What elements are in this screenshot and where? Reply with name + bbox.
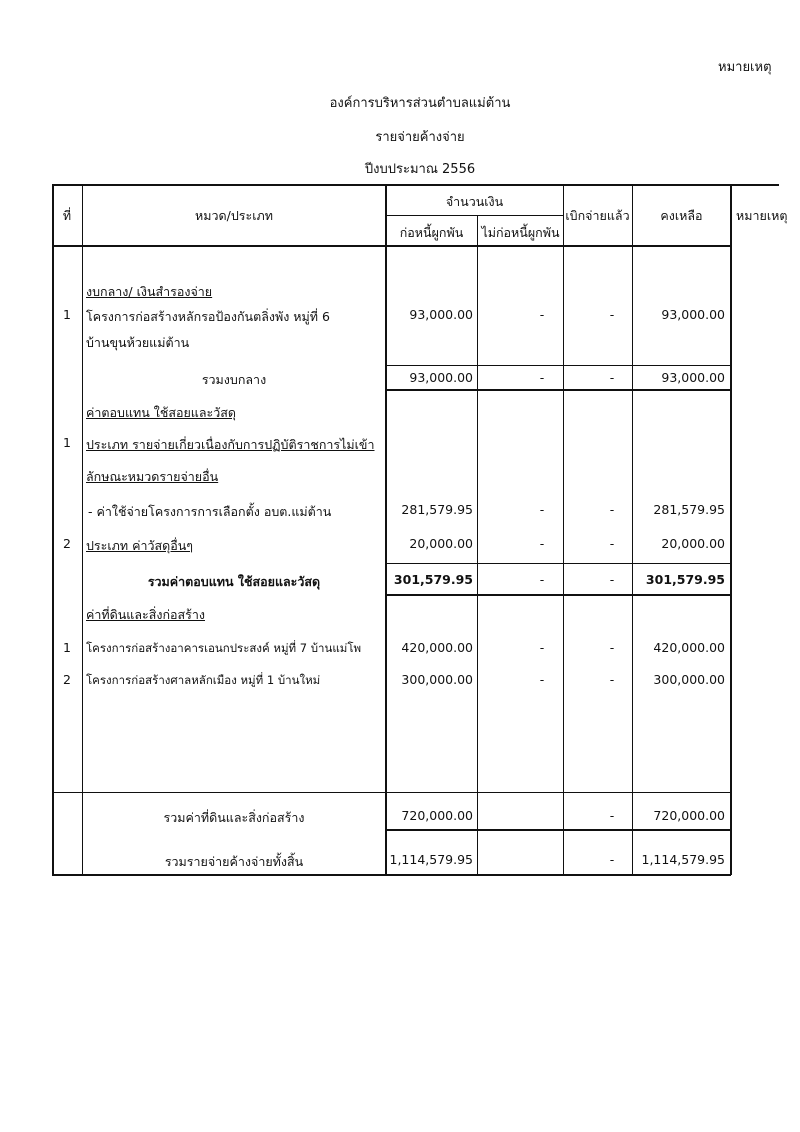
cell-remaining: 20,000.00 (661, 536, 725, 551)
report-title: รายจ่ายค้างจ่าย (375, 130, 465, 145)
cell-uncommitted: - (539, 536, 545, 551)
total-label-land: รวมค่าที่ดินและสิ่งก่อสร้าง (163, 810, 305, 825)
header-uncommitted: ไม่ก่อหนี้ผูกพัน (481, 225, 560, 240)
row-no: 2 (63, 536, 71, 551)
section-title-central: งบกลาง/ เงินสำรองจ่าย (86, 284, 213, 299)
row-no: 1 (63, 640, 71, 655)
grand-total-committed: 1,114,579.95 (389, 852, 473, 867)
cell-disbursed: - (609, 672, 615, 687)
cell-committed: 93,000.00 (409, 307, 473, 322)
row-no: 2 (63, 672, 71, 687)
grand-total-disbursed: - (609, 852, 615, 867)
total-committed: 720,000.00 (401, 808, 473, 823)
org-name: องค์การบริหารส่วนตำบลแม่ต้าน (329, 96, 511, 111)
cell-remaining: 300,000.00 (653, 672, 725, 687)
cell-committed: 281,579.95 (401, 502, 473, 517)
total-uncommitted: - (539, 370, 545, 385)
total-committed: 301,579.95 (393, 572, 473, 587)
section-title-compensation: ค่าตอบแทน ใช้สอยและวัสดุ (86, 405, 236, 420)
row-label: ประเภท รายจ่ายเกี่ยวเนื่องกับการปฏิบัติราชการไม่เข้า (86, 437, 375, 452)
header-remark: หมายเหตุ (736, 208, 788, 223)
grand-total-label: รวมรายจ่ายค้างจ่ายทั้งสิ้น (164, 854, 304, 869)
row-label: โครงการก่อสร้างอาคารเอนกประสงค์ หมู่ที่ 7 บ้านแม่โพ (86, 641, 362, 655)
header-no: ที่ (62, 208, 72, 223)
total-remaining: 720,000.00 (653, 808, 725, 823)
cell-disbursed: - (609, 640, 615, 655)
note-label: หมายเหตุ (718, 60, 772, 75)
header-amount: จำนวนเงิน (445, 194, 504, 209)
section-title-land: ค่าที่ดินและสิ่งก่อสร้าง (86, 607, 205, 622)
total-remaining: 93,000.00 (661, 370, 725, 385)
total-disbursed: - (609, 370, 615, 385)
cell-committed: 20,000.00 (409, 536, 473, 551)
total-remaining: 301,579.95 (645, 572, 725, 587)
grand-total-remaining: 1,114,579.95 (641, 852, 725, 867)
row-no: 1 (63, 435, 71, 450)
header-category: หมวด/ประเภท (195, 208, 273, 223)
row-label: โครงการก่อสร้างหลักรอป้องกันตลิ่งพัง หมู่ที่ 6 (86, 309, 330, 324)
cell-remaining: 420,000.00 (653, 640, 725, 655)
cell-uncommitted: - (539, 672, 545, 687)
cell-uncommitted: - (539, 502, 545, 517)
cell-disbursed: - (609, 307, 615, 322)
row-label-cont: บ้านขุนห้วยแม่ต้าน (86, 335, 190, 350)
row-label: ประเภท ค่าวัสดุอื่นๆ (86, 538, 194, 553)
cell-remaining: 93,000.00 (661, 307, 725, 322)
row-no: 1 (63, 307, 71, 322)
cell-committed: 300,000.00 (401, 672, 473, 687)
cell-uncommitted: - (539, 307, 545, 322)
header-committed: ก่อหนี้ผูกพัน (399, 225, 464, 240)
row-label: - ค่าใช้จ่ายโครงการการเลือกตั้ง อบต.แม่ต้าน (88, 504, 332, 519)
total-disbursed: - (609, 808, 615, 823)
total-committed: 93,000.00 (409, 370, 473, 385)
total-disbursed: - (609, 572, 615, 587)
header-disbursed: เบิกจ่ายแล้ว (565, 208, 630, 223)
cell-disbursed: - (609, 502, 615, 517)
cell-disbursed: - (609, 536, 615, 551)
fiscal-year: ปีงบประมาณ 2556 (364, 162, 476, 177)
total-label-central: รวมงบกลาง (201, 372, 267, 387)
cell-remaining: 281,579.95 (653, 502, 725, 517)
total-uncommitted: - (539, 572, 545, 587)
cell-committed: 420,000.00 (401, 640, 473, 655)
cell-uncommitted: - (539, 640, 545, 655)
header-remaining: คงเหลือ (660, 208, 703, 223)
row-label: โครงการก่อสร้างศาลหลักเมือง หมู่ที่ 1 บ้านใหม่ (86, 673, 321, 687)
row-label-cont: ลักษณะหมวดรายจ่ายอื่น (86, 469, 219, 484)
total-label-compensation: รวมค่าตอบแทน ใช้สอยและวัสดุ (147, 574, 321, 589)
